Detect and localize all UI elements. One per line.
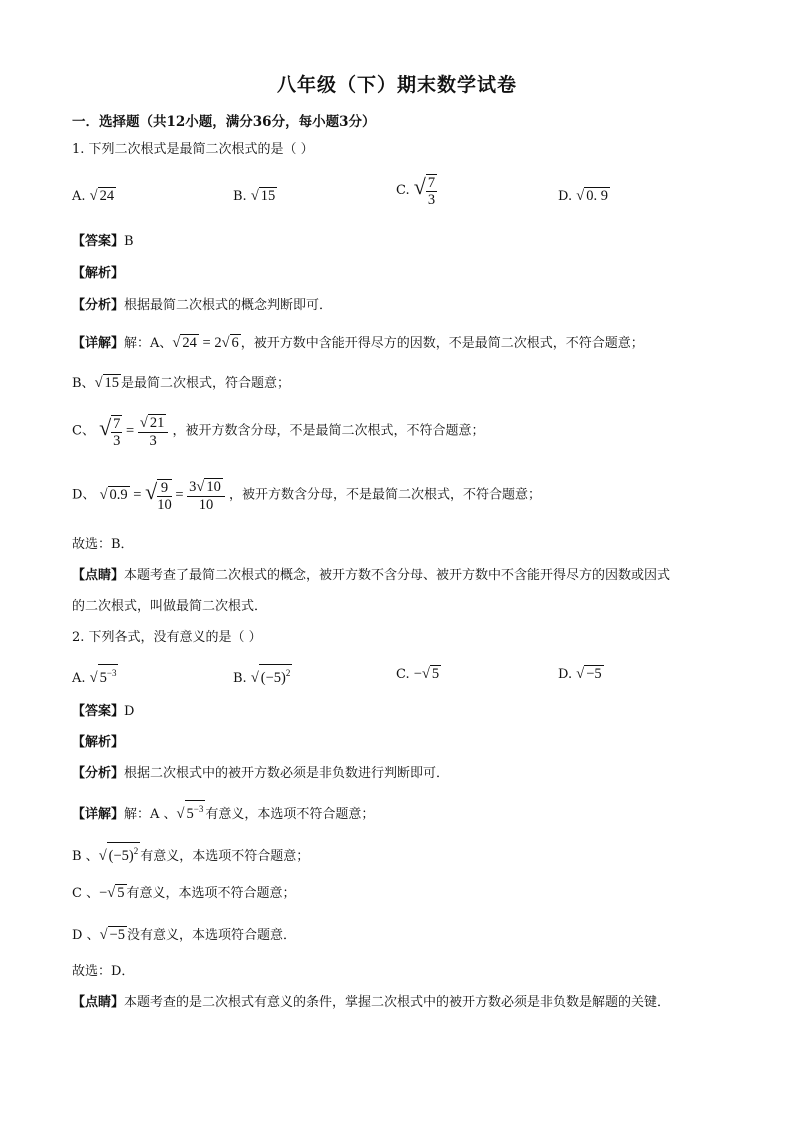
sqrt-icon: √ (89, 188, 98, 204)
q2-detail-c: C 、−√ 5 有意义，本选项不符合题意； (72, 885, 296, 901)
q1-fenxi: 【分析】根据最简二次根式的概念判断即可． (72, 298, 333, 313)
option-label: C. (396, 183, 410, 198)
option-label: A. (72, 189, 86, 204)
q1-option-b (233, 186, 277, 207)
q2-answer: 【答案】D (72, 704, 135, 719)
q1-detail-d: D、 √ 0.9 = √ $\frac{9}{10}$ = $\frac{3√ 10}{10}$ ，被开方数含分母，不是最简二次根式，不符合题意； (72, 478, 541, 513)
question-2-stem: 2. 下列各式，没有意义的是（ ） (72, 630, 262, 645)
section-heading: 一．选择题（共12小题，满分36分，每小题3分） (72, 114, 376, 130)
q1-dianjing-1: 【点睛】本题考查了最简二次根式的概念，被开方数不含分母、被开方数中不含能开得尽方的因数或因式 (72, 568, 671, 583)
q1-option-a (72, 186, 116, 207)
sqrt-icon: √ (413, 174, 426, 200)
q2-dianjing: 【点睛】本题考查的是二次根式有意义的条件，掌握二次根式中的被开方数必须是非负数是解题的关键． (72, 995, 671, 1010)
q2-detail-a: 【详解】解：A 、√ $5^{-3}$ 有意义，本选项不符合题意； (72, 800, 374, 825)
q1-answer: 【答案】B (72, 234, 134, 249)
q1-option-d (558, 186, 610, 207)
q2-option-b: B. √ $(-5)^2$ (233, 664, 292, 689)
q2-detail-b: B 、√ $(-5)^2$ 有意义，本选项不符合题意； (72, 842, 309, 867)
q1-option-c: C. √ $\frac{7}{3}$ (396, 174, 436, 208)
q2-fenxi: 【分析】根据二次根式中的被开方数必须是非负数进行判断即可． (72, 766, 450, 781)
q2-guxuan: 故选：D． (72, 964, 135, 979)
q2-analysis-label: 【解析】 (72, 735, 125, 750)
q1-dianjing-2: 的二次根式，叫做最简二次根式． (72, 599, 268, 614)
option-label: B. (233, 189, 247, 204)
q1-guxuan: 故选：B． (72, 537, 134, 552)
q1-detail-a: 【详解】解：A、√ 24 = 2√ 6 ，被开方数中含能开得尽方的因数，不是最简二次根式，不符合题意； (72, 335, 644, 351)
sqrt-icon: √ (576, 188, 585, 204)
q1-detail-c: C、 √ $\frac{7}{3}$ = $\frac{√ 21}{3}$ ，被开方数含分母，不是最简二次根式，不符合题意； (72, 414, 485, 449)
q2-option-a: A. √ $5^{-3}$ (72, 664, 118, 689)
radicand: 0. 9 (586, 188, 608, 204)
radicand: 15 (260, 188, 276, 204)
radicand: 24 (99, 188, 115, 204)
q2-option-d: D. √ −5 (558, 666, 602, 682)
page-title: 八年级（下）期末数学试卷 (276, 74, 517, 96)
q1-detail-b: B、√ 15 是最简二次根式，符合题意； (72, 375, 291, 391)
question-1-stem: 1. 下列二次根式是最简二次根式的是（ ） (72, 142, 314, 157)
q1-analysis-label: 【解析】 (72, 266, 125, 281)
q2-option-c: C. −√ 5 (396, 666, 440, 682)
sqrt-icon: √ (250, 188, 259, 204)
q2-detail-d: D 、√ −5 没有意义，本选项符合题意． (72, 927, 296, 943)
option-label: D. (558, 189, 573, 204)
